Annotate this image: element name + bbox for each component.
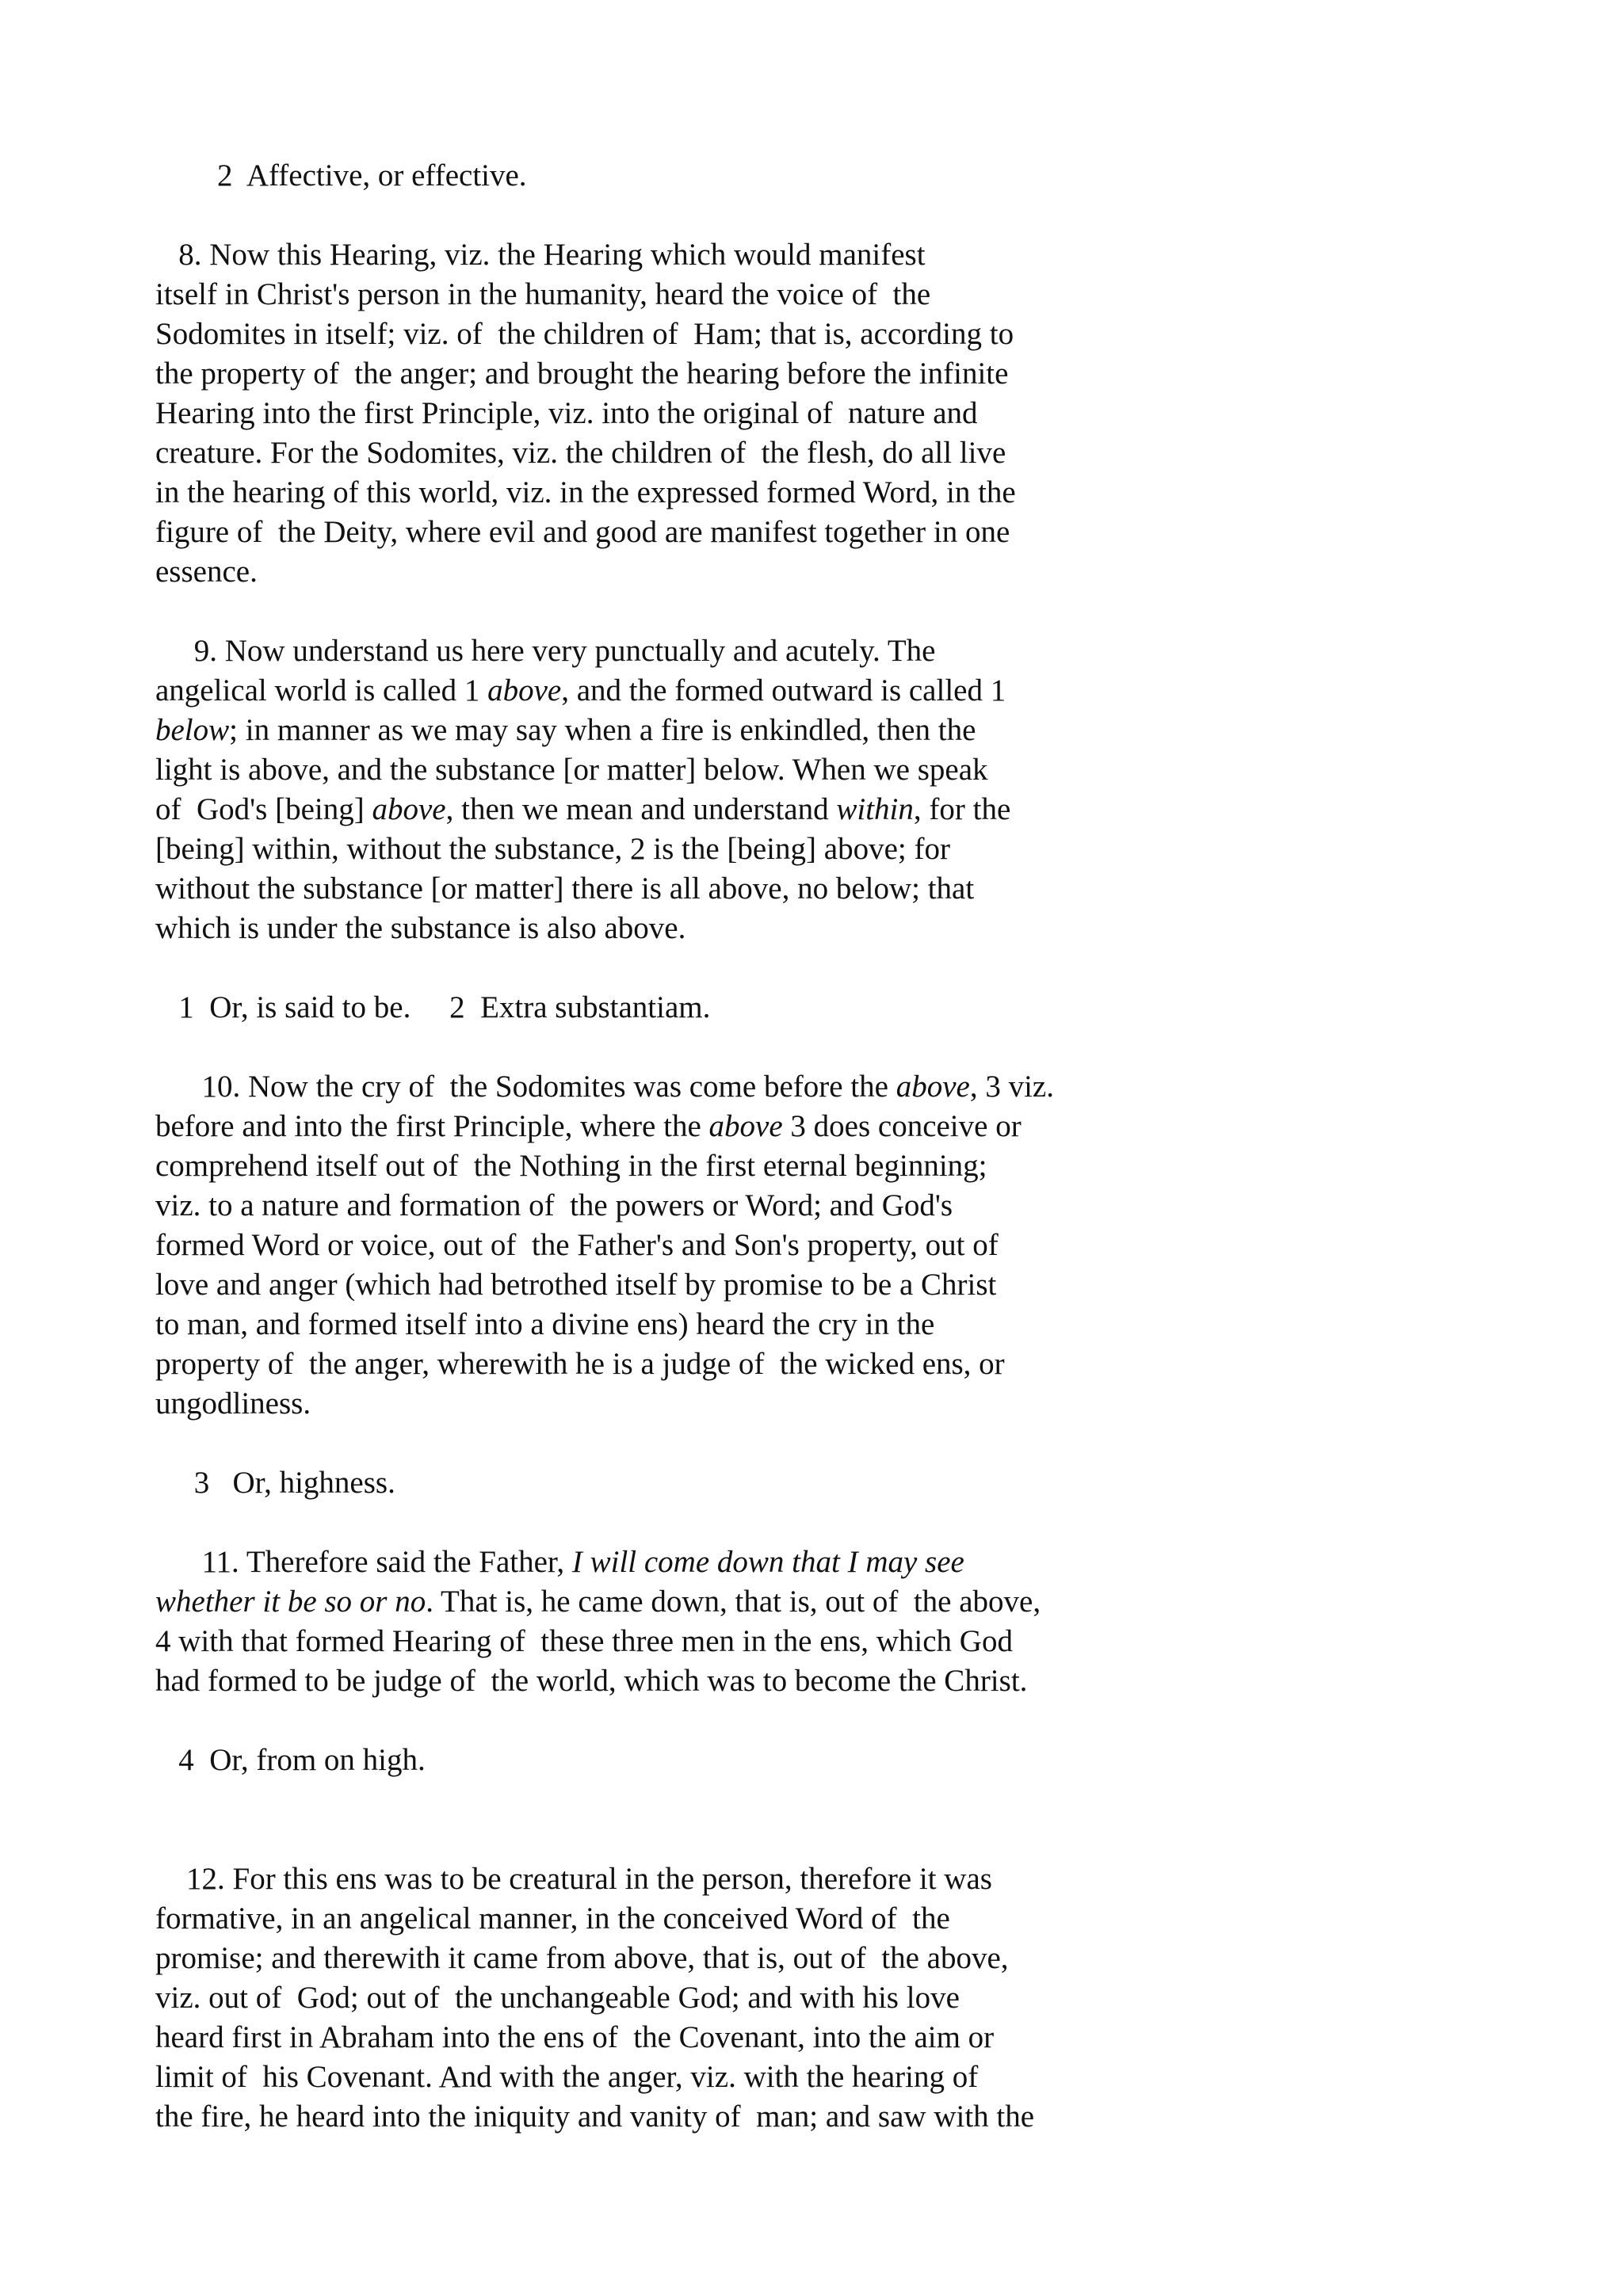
paragraph-8 xyxy=(155,235,1201,592)
text-segment: essence. xyxy=(155,555,258,589)
text-segment: ; in manner as we may say when a fire is enkindled, then the xyxy=(229,713,976,747)
text-line xyxy=(155,473,1201,513)
text-segment: to man, and formed itself into a divine ens) heard the cry in the xyxy=(155,1307,935,1341)
text-segment: creature. For the Sodomites, viz. the children of the flesh, do all live xyxy=(155,436,1006,470)
italic-segment: I will come down that I may see xyxy=(571,1545,964,1579)
text-segment: viz. to a nature and formation of the powers or Word; and God's xyxy=(155,1188,953,1222)
text-line xyxy=(155,1543,1201,1582)
text-segment: 8. Now this Hearing, viz. the Hearing which would manifest xyxy=(155,238,926,272)
text-segment: the property of the anger; and brought the hearing before the infinite xyxy=(155,357,1009,391)
text-segment: in the hearing of this world, viz. in the expressed formed Word, in the xyxy=(155,475,1016,509)
text-line xyxy=(155,671,1201,711)
text-line xyxy=(155,2018,1201,2058)
text-line xyxy=(155,1146,1201,1186)
text-segment: angelical world is called 1 xyxy=(155,673,488,707)
text-segment: viz. out of God; out of the unchangeable God; and with his love xyxy=(155,1981,960,2015)
text-segment: , and the formed outward is called 1 xyxy=(561,673,1006,707)
text-line xyxy=(155,2097,1201,2137)
text-segment: . That is, he came down, that is, out of the above, xyxy=(426,1585,1041,1619)
text-segment: itself in Christ's person in the humanity, heard the voice of the xyxy=(155,277,931,311)
text-segment: [being] within, without the substance, 2 is the [being] above; for xyxy=(155,832,950,866)
text-line xyxy=(155,315,1201,354)
text-line xyxy=(155,631,1201,671)
text-line xyxy=(155,909,1201,948)
text-line xyxy=(155,711,1201,750)
text-segment: of God's [being] xyxy=(155,792,372,826)
text-segment: figure of the Deity, where evil and good are manifest together in one xyxy=(155,515,1010,549)
text-segment: property of the anger, wherewith he is a judge of the wicked ens, or xyxy=(155,1347,1005,1381)
text-line xyxy=(155,433,1201,473)
text-segment: which is under the substance is also above. xyxy=(155,911,686,945)
italic-segment: above xyxy=(487,673,562,707)
italic-segment: whether it be so or no xyxy=(155,1585,426,1619)
text-line xyxy=(155,1463,1201,1503)
text-segment: Sodomites in itself; viz. of the children of Ham; that is, according to xyxy=(155,317,1014,351)
text-segment: 4 Or, from on high. xyxy=(155,1743,426,1777)
text-segment: 12. For this ens was to be creatural in the person, therefore it was xyxy=(155,1862,992,1896)
text-line xyxy=(155,1741,1201,1780)
text-segment: ungodliness. xyxy=(155,1386,311,1421)
text-segment: love and anger (which had betrothed itself by promise to be a Christ xyxy=(155,1268,997,1302)
italic-segment: within xyxy=(836,792,914,826)
text-line xyxy=(155,1939,1201,1978)
italic-segment: above xyxy=(896,1070,970,1104)
footnote-4-on-high xyxy=(155,1741,1201,1780)
paragraph-11 xyxy=(155,1543,1201,1701)
text-segment: the fire, he heard into the iniquity and vanity of man; and saw with the xyxy=(155,2100,1035,2134)
footnote-2-affective xyxy=(155,156,1201,196)
text-line xyxy=(155,1859,1201,1899)
italic-segment: below xyxy=(155,713,230,747)
italic-segment: above xyxy=(708,1109,783,1143)
text-segment: without the substance [or matter] there is all above, no below; that xyxy=(155,871,975,906)
text-line xyxy=(155,394,1201,433)
text-segment: heard first in Abraham into the ens of the Covenant, into the aim or xyxy=(155,2020,995,2054)
text-line xyxy=(155,869,1201,909)
text-segment: formative, in an angelical manner, in the conceived Word of the xyxy=(155,1901,950,1936)
text-line xyxy=(155,1582,1201,1622)
text-line xyxy=(155,354,1201,394)
text-segment: 3 Or, highness. xyxy=(155,1466,395,1500)
text-line xyxy=(155,235,1201,275)
text-segment: , then we mean and understand xyxy=(445,792,837,826)
text-line xyxy=(155,1265,1201,1305)
text-line xyxy=(155,1899,1201,1939)
text-segment: light is above, and the substance [or matter] below. When we speak xyxy=(155,753,988,787)
text-line xyxy=(155,275,1201,315)
text-line xyxy=(155,750,1201,790)
text-line xyxy=(155,1344,1201,1384)
text-segment: 10. Now the cry of the Sodomites was come before the xyxy=(155,1070,896,1104)
text-segment: comprehend itself out of the Nothing in the first eternal beginning; xyxy=(155,1149,987,1183)
text-line xyxy=(155,1067,1201,1107)
text-segment: promise; and therewith it came from above, that is, out of the above, xyxy=(155,1941,1009,1975)
text-segment: 4 with that formed Hearing of these three men in the ens, which God xyxy=(155,1624,1013,1658)
italic-segment: above xyxy=(372,792,446,826)
text-line xyxy=(155,1305,1201,1344)
text-segment: 2 Affective, or effective. xyxy=(155,158,527,193)
paragraph-12 xyxy=(155,1859,1201,2137)
text-segment: 11. Therefore said the Father, xyxy=(155,1545,572,1579)
text-segment: formed Word or voice, out of the Father's and Son's property, out of xyxy=(155,1228,999,1262)
text-line xyxy=(155,552,1201,592)
text-line xyxy=(155,1384,1201,1424)
text-segment: 1 Or, is said to be. 2 Extra substantiam. xyxy=(155,990,711,1024)
text-line xyxy=(155,156,1201,196)
text-segment: before and into the first Principle, where the xyxy=(155,1109,709,1143)
footnote-3-highness xyxy=(155,1463,1201,1503)
text-line xyxy=(155,1622,1201,1661)
text-line xyxy=(155,513,1201,552)
footnote-1-2 xyxy=(155,988,1201,1028)
text-line xyxy=(155,1978,1201,2018)
text-line xyxy=(155,1226,1201,1265)
text-line xyxy=(155,1186,1201,1226)
text-segment: 3 does conceive or xyxy=(782,1109,1022,1143)
text-segment: 9. Now understand us here very punctually and acutely. The xyxy=(155,634,936,668)
paragraph-10 xyxy=(155,1067,1201,1424)
text-segment: Hearing into the first Principle, viz. into the original of nature and xyxy=(155,396,978,430)
text-line xyxy=(155,1661,1201,1701)
text-segment: had formed to be judge of the world, which was to become the Christ. xyxy=(155,1664,1028,1698)
text-segment: , 3 viz. xyxy=(969,1070,1054,1104)
text-line xyxy=(155,830,1201,869)
text-line xyxy=(155,988,1201,1028)
paragraph-9 xyxy=(155,631,1201,948)
text-segment: limit of his Covenant. And with the anger, viz. with the hearing of xyxy=(155,2060,979,2094)
text-line xyxy=(155,1107,1201,1146)
text-line xyxy=(155,2058,1201,2097)
text-line xyxy=(155,790,1201,830)
text-segment: , for the xyxy=(913,792,1011,826)
